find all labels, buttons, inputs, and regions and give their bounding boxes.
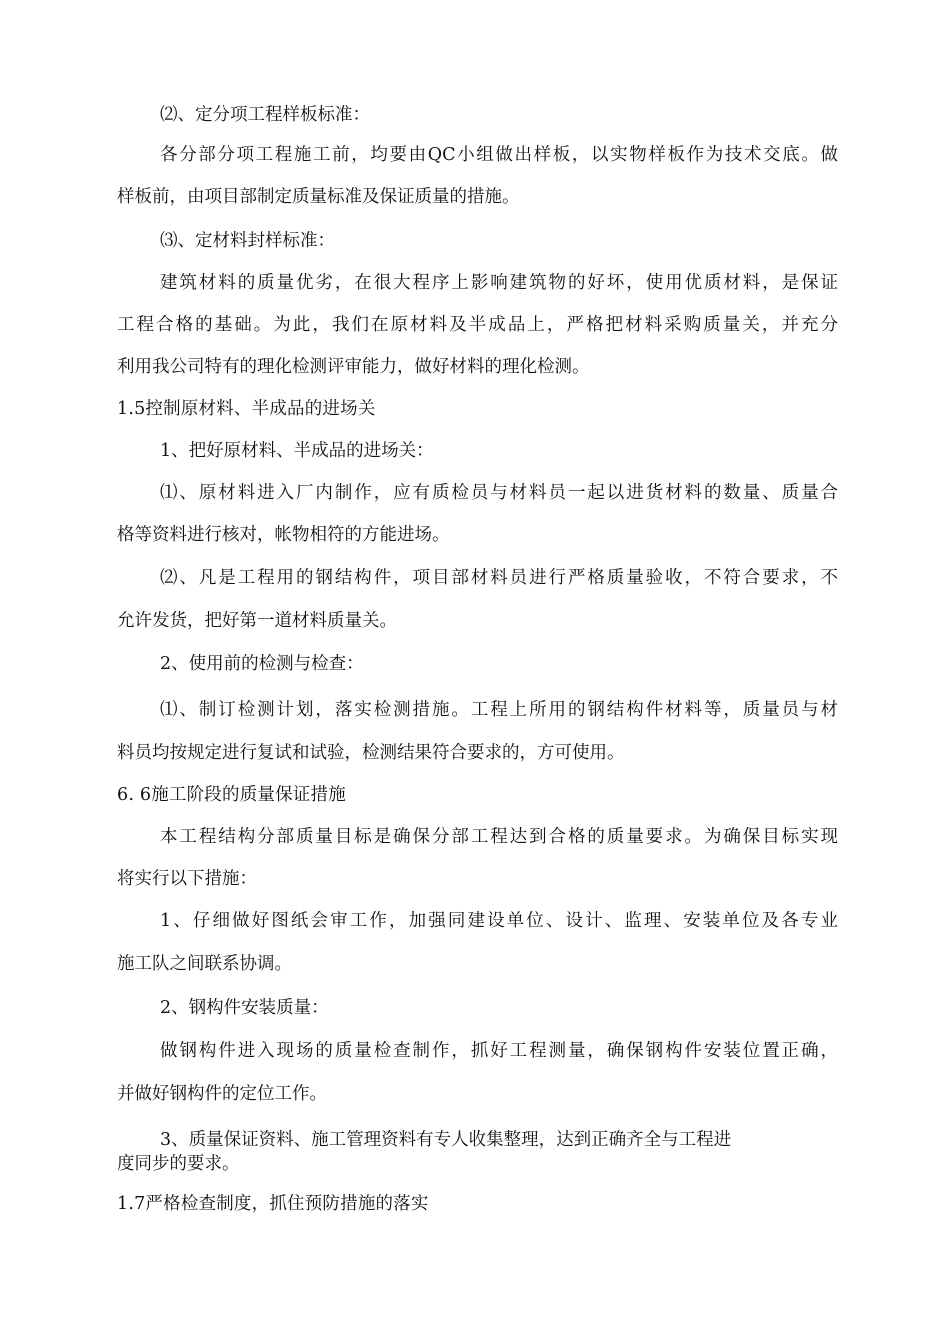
paragraph-line: 施工队之间联系协调。 <box>117 954 292 974</box>
section-heading-1-7: 1.7严格检查制度，抓住预防措施的落实 <box>117 1194 429 1214</box>
list-item-heading: 2、钢构件安装质量： <box>160 998 329 1018</box>
subheading-sample-standard: ⑵、定分项工程样板标准： <box>160 105 370 125</box>
paragraph-line: 1、仔细做好图纸会审工作，加强同建设单位、设计、监理、安装单位及各专业 <box>160 911 838 931</box>
section-heading-6-6: 6. 6施工阶段的质量保证措施 <box>117 785 346 805</box>
list-item-heading: 2、使用前的检测与检查： <box>160 654 364 674</box>
paragraph-line: 允许发货，把好第一道材料质量关。 <box>117 611 397 631</box>
paragraph-line: ⑴、制订检测计划，落实检测措施。工程上所用的钢结构件材料等，质量员与材 <box>160 700 838 720</box>
paragraph-line: 3、质量保证资料、施工管理资料有专人收集整理，达到正确齐全与工程进 <box>160 1130 732 1150</box>
paragraph-line: 将实行以下措施： <box>117 869 257 889</box>
paragraph-line: ⑴、原材料进入厂内制作，应有质检员与材料员一起以进货材料的数量、质量合 <box>160 483 838 503</box>
section-heading-1-5: 1.5控制原材料、半成品的进场关 <box>117 399 376 419</box>
paragraph-line: 样板前，由项目部制定质量标准及保证质量的措施。 <box>117 187 520 207</box>
list-item-heading: 1、把好原材料、半成品的进场关： <box>160 441 434 461</box>
paragraph-line: 做钢构件进入现场的质量检查制作，抓好工程测量，确保钢构件安装位置正确， <box>160 1041 838 1061</box>
paragraph-line: 利用我公司特有的理化检测评审能力，做好材料的理化检测。 <box>117 357 590 377</box>
paragraph-line: 本工程结构分部质量目标是确保分部工程达到合格的质量要求。为确保目标实现 <box>160 827 838 847</box>
paragraph-line: 工程合格的基础。为此，我们在原材料及半成品上，严格把材料采购质量关，并充分 <box>117 315 838 335</box>
subheading-material-sample: ⑶、定材料封样标准： <box>160 231 335 251</box>
paragraph-line: 度同步的要求。 <box>117 1154 240 1174</box>
paragraph-line: 并做好钢构件的定位工作。 <box>117 1084 327 1104</box>
paragraph-line: 料员均按规定进行复试和试验，检测结果符合要求的，方可使用。 <box>117 743 625 763</box>
paragraph-line: 建筑材料的质量优劣，在很大程序上影响建筑物的好坏，使用优质材料，是保证 <box>160 273 838 293</box>
paragraph-line: 各分部分项工程施工前，均要由QC小组做出样板，以实物样板作为技术交底。做 <box>160 145 838 165</box>
paragraph-line: ⑵、凡是工程用的钢结构件，项目部材料员进行严格质量验收，不符合要求，不 <box>160 568 838 588</box>
paragraph-line: 格等资料进行核对，帐物相符的方能进场。 <box>117 525 450 545</box>
